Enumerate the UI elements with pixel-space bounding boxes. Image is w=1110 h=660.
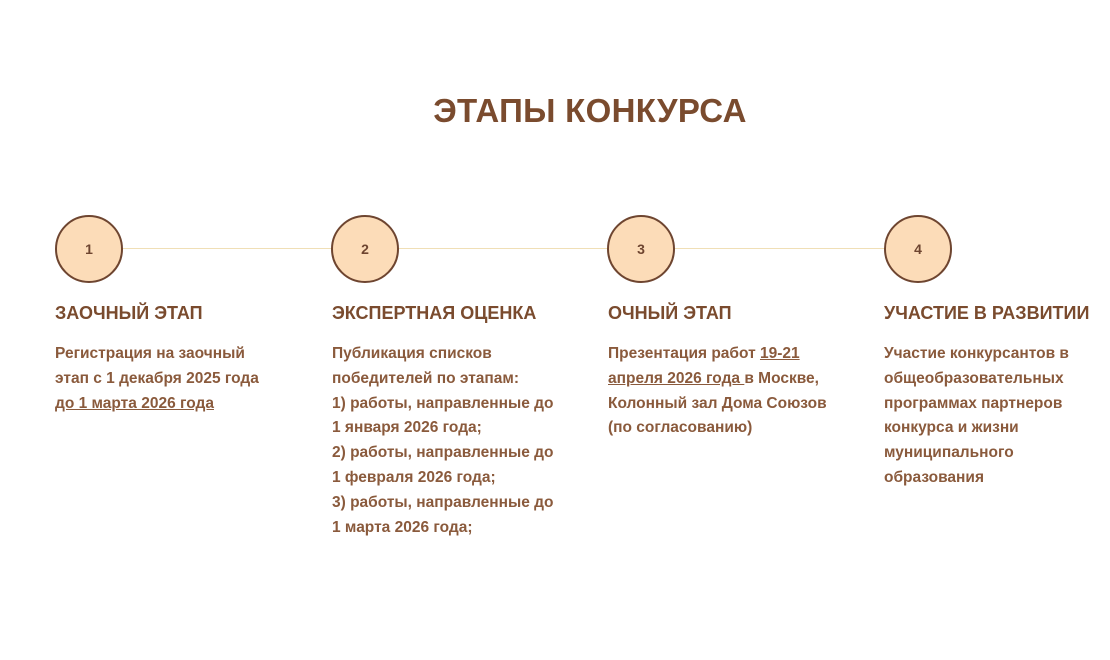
stage-1-deadline-link[interactable]: до 1 марта 2026 года <box>55 394 214 412</box>
stage-4-text-line: общеобразовательных <box>884 369 1064 387</box>
stage-2-title: ЭКСПЕРТНАЯ ОЦЕНКА <box>332 303 537 323</box>
stage-2-text-line: 3) работы, направленные до <box>332 493 554 511</box>
stage-2-text-line: победителей по этапам: <box>332 369 520 387</box>
stage-4-text-line: Участие конкурсантов в <box>884 345 1069 362</box>
stage-3-text-part: Презентация работ <box>608 345 760 362</box>
stage-3-dates-link[interactable]: 19-21 <box>759 345 800 362</box>
stage-3-number-circle: 3 <box>607 215 675 283</box>
stage-1-description <box>55 342 300 416</box>
stage-4-text-line: образования <box>884 468 984 486</box>
stage-4-text-line: конкурса и жизни <box>884 419 1019 437</box>
stage-1-title: ЗАОЧНЫЙ ЭТАП <box>55 303 203 323</box>
stage-3-text-line: Колонный зал Дома Союзов <box>608 394 827 412</box>
stage-3-description <box>608 342 853 441</box>
stage-1-text-line: Регистрация на заочный <box>55 345 245 362</box>
stage-2-text-line: 1 марта 2026 года; <box>332 518 473 536</box>
stage-3-dates-link-continued[interactable]: апреля 2026 года <box>608 369 745 387</box>
stage-2-text-line: 2) работы, направленные до <box>332 444 554 462</box>
stage-2-number-circle: 2 <box>331 215 399 283</box>
stage-3-text-part: в Москве, <box>744 369 819 387</box>
stage-2-text-line: 1 февраля 2026 года; <box>332 468 496 486</box>
stage-4-number-circle: 4 <box>884 215 952 283</box>
stage-4-text-line: муниципального <box>884 444 1014 462</box>
timeline-line <box>122 248 886 249</box>
stage-1-number-circle: 1 <box>55 215 123 283</box>
stage-2-text-line: Публикация списков <box>332 345 492 362</box>
stage-2-text-line: 1 января 2026 года; <box>332 419 482 437</box>
stage-3-text-line: (по согласованию) <box>608 419 753 437</box>
stage-4-text-line: программах партнеров <box>884 394 1063 412</box>
stage-2-description <box>332 342 577 540</box>
stage-4-description <box>884 342 1110 491</box>
stage-4-title: УЧАСТИЕ В РАЗВИТИИ <box>884 303 1090 323</box>
section-title: ЭТАПЫ КОНКУРСА <box>433 92 747 129</box>
stage-2-text-line: 1) работы, направленные до <box>332 394 554 412</box>
stage-3-title: ОЧНЫЙ ЭТАП <box>608 303 732 323</box>
stage-1-text-line: этап с 1 декабря 2025 года <box>55 369 259 387</box>
